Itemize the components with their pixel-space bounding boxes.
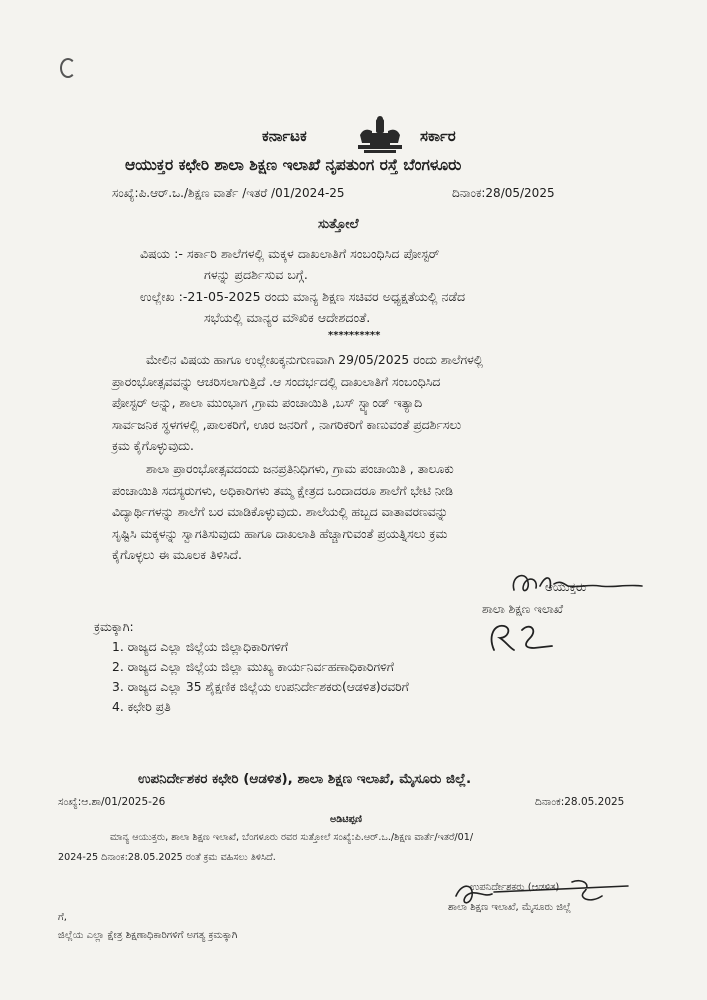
subject-line-1: ವಿಷಯ :- ಸರ್ಕಾರಿ ಶಾಲೆಗಳಲ್ಲಿ ಮಕ್ಕಳ ದಾಖಲಾತಿಗೆ ಸಂಬಂಧಿಸಿದ ಪೋಸ್ಟರ್ xyxy=(140,246,440,261)
reference-number: ಸಂಖ್ಯೆ:ಪಿ.ಆರ್.ಒ./ಶಿಕ್ಷಣ ವಾರ್ತೆ /ಇತರೆ /01/2024-25 xyxy=(112,186,345,200)
paragraph-line: ಮೇಲಿನ ವಿಷಯ ಹಾಗೂ ಉಲ್ಲೇಖಕ್ಕನುಗುಣವಾಗಿ 29/05/2025 ರಂದು ಶಾಲೆಗಳಲ್ಲಿ xyxy=(146,353,484,367)
recipient-label: ಗೆ, xyxy=(58,912,67,923)
paragraph-line: ಸೃಷ್ಟಿಸಿ ಮಕ್ಕಳನ್ನು ಸ್ವಾಗತಿಸುವುದು ಹಾಗೂ ದಾಖಲಾತಿ ಹೆಚ್ಚಾಗುವಂತೆ ಪ್ರಯತ್ನಿಸಲು ಕ್ರಮ xyxy=(112,526,448,541)
endorsement-signatory-title: ಉಪನಿರ್ದೇಶಕರು (ಆಡಳಿತ) xyxy=(470,882,560,893)
gov-left-label: ಕರ್ನಾಟಕ xyxy=(262,127,307,145)
signatory-title: ಆಯುಕ್ತರು xyxy=(545,580,587,594)
paragraph-line: ಪ್ರಾರಂಭೋತ್ಸವವನ್ನು ಆಚರಿಸಲಾಗುತ್ತಿದೆ .ಆ ಸಂದರ್ಭದಲ್ಲಿ ದಾಖಲಾತಿಗೆ ಸಂಬಂಧಿಸಿದ xyxy=(112,374,441,389)
paragraph-line: ಕೈಗೊಳ್ಳಲು ಈ ಮೂಲಕ ತಿಳಿಸಿದೆ. xyxy=(112,548,242,562)
action-list-item: 3. ರಾಜ್ಯದ ಎಲ್ಲಾ 35 ಶೈಕ್ಷಣಿಕ ಜಿಲ್ಲೆಯ ಉಪನಿರ್ದೇಶಕರು(ಆಡಳಿತ)ರವರಿಗೆ xyxy=(112,680,409,694)
gov-right-label: ಸರ್ಕಾರ xyxy=(420,127,456,145)
paragraph-line: ಶಾಲಾ ಪ್ರಾರಂಭೋತ್ಸವದಂದು ಜನಪ್ರತಿನಿಧಿಗಳು, ಗ್ರಾಮ ಪಂಚಾಯಿತಿ , ತಾಲೂಕು xyxy=(146,462,454,476)
action-list-item: 2. ರಾಜ್ಯದ ಎಲ್ಲಾ ಜಿಲ್ಲೆಯ ಜಿಲ್ಲಾ ಮುಖ್ಯ ಕಾರ್ಯನಿರ್ವಹಣಾಧಿಕಾರಿಗಳಿಗೆ xyxy=(112,660,394,674)
action-heading: ಕ್ರಮಕ್ಕಾಗಿ: xyxy=(94,620,134,634)
endorsement-text-line-2: 2024-25 ದಿನಾಂಕ:28.05.2025 ರಂತೆ ಕ್ರಮ ವಹಿಸಲು ತಿಳಿಸಿದೆ. xyxy=(58,852,276,863)
reference-line-2: ಸಭೆಯಲ್ಲಿ ಮಾನ್ಯರ ಮೌಖಿಕ ಆದೇಶದಂತೆ. xyxy=(204,310,371,325)
punch-hole-mark xyxy=(60,58,76,78)
endorsement-title: ಅಡಿಟಿಪ್ಪಣಿ xyxy=(330,814,362,825)
initials-mark xyxy=(486,620,560,654)
endorsement-signatory-department: ಶಾಲಾ ಶಿಕ್ಷಣ ಇಲಾಖೆ, ಮೈಸೂರು ಜಿಲ್ಲೆ xyxy=(448,902,571,913)
issue-date: ದಿನಾಂಕ:28/05/2025 xyxy=(452,186,555,200)
endorsement-office-heading: ಉಪನಿರ್ದೇಶಕರ ಕಛೇರಿ (ಆಡಳಿತ), ಶಾಲಾ ಶಿಕ್ಷಣ ಇಲಾಖೆ, ಮೈಸೂರು ಜಿಲ್ಲೆ. xyxy=(138,771,472,787)
paragraph-2 xyxy=(112,459,632,567)
paragraph-line: ಪಂಚಾಯಿತಿ ಸದಸ್ಯರುಗಳು, ಅಧಿಕಾರಿಗಳು ತಮ್ಮ ಕ್ಷೇತ್ರದ ಒಂದಾದರೂ ಶಾಲೆಗೆ ಭೇಟಿ ನೀಡಿ xyxy=(112,483,453,498)
endorsement-reference-number: ಸಂಖ್ಯೆ:ಆ.ಶಾ/01/2025-26 xyxy=(58,796,166,808)
paragraph-line: ಕ್ರಮ ಕೈಗೊಳ್ಳುವುದು. xyxy=(112,439,194,453)
paragraph-line: ವಿದ್ಯಾರ್ಥಿಗಳನ್ನು ಶಾಲೆಗೆ ಬರ ಮಾಡಿಕೊಳ್ಳುವುದು. ಶಾಲೆಯಲ್ಲಿ ಹಬ್ಬದ ವಾತಾವರಣವನ್ನು xyxy=(112,505,449,519)
action-list-item: 1. ರಾಜ್ಯದ ಎಲ್ಲಾ ಜಿಲ್ಲೆಯ ಜಿಲ್ಲಾಧಿಕಾರಿಗಳಿಗೆ xyxy=(112,640,288,654)
subject-line-2: ಗಳನ್ನು ಪ್ರದರ್ಶಿಸುವ ಬಗ್ಗೆ. xyxy=(204,267,308,282)
separator-stars: ********** xyxy=(328,330,381,341)
circular-title: ಸುತ್ತೋಲೆ xyxy=(318,217,359,232)
paragraph-line: ಸಾರ್ವಜನಿಕ ಸ್ಥಳಗಳಲ್ಲಿ ,ಪಾಲಕರಿಗೆ, ಊರ ಜನರಿಗೆ , ನಾಗರಿಕರಿಗೆ ಕಾಣುವಂತೆ ಪ್ರದರ್ಶಿಸಲು xyxy=(112,417,462,432)
endorsement-date: ದಿನಾಂಕ:28.05.2025 xyxy=(535,796,625,808)
signatory-department: ಶಾಲಾ ಶಿಕ್ಷಣ ಇಲಾಖೆ xyxy=(482,602,564,616)
recipient-text: ಜಿಲ್ಲೆಯ ಎಲ್ಲಾ ಕ್ಷೇತ್ರ ಶಿಕ್ಷಣಾಧಿಕಾರಿಗಳಿಗೆ ಅಗತ್ಯ ಕ್ರಮಕ್ಕಾಗಿ xyxy=(58,930,238,941)
reference-line-1: ಉಲ್ಲೇಖ :-21-05-2025 ರಂದು ಮಾನ್ಯ ಶಿಕ್ಷಣ ಸಚಿವರ ಅಧ್ಯಕ್ಷತೆಯಲ್ಲಿ ನಡೆದ xyxy=(140,289,466,304)
paragraph-line: ಪೋಸ್ಟರ್ ಅನ್ನು, ಶಾಲಾ ಮುಂಭಾಗ ,ಗ್ರಾಮ ಪಂಚಾಯಿತಿ ,ಬಸ್ ಸ್ಟ್ಯಾಂಡ್ ಇತ್ಯಾದಿ xyxy=(112,396,423,410)
paragraph-1 xyxy=(112,350,632,458)
endorsement-text-line-1: ಮಾನ್ಯ ಆಯುಕ್ತರು, ಶಾಲಾ ಶಿಕ್ಷಣ ಇಲಾಖೆ, ಬೆಂಗಳೂರು ರವರ ಸುತ್ತೋಲೆ ಸಂಖ್ಯೆ:ಪಿ.ಆರ್.ಒ./ಶಿಕ್ಷಣ ವಾರ್ತೆ/ಇತರೆ/01/ xyxy=(110,832,474,843)
action-list-item: 4. ಕಛೇರಿ ಪ್ರತಿ xyxy=(112,700,171,714)
state-emblem-icon xyxy=(350,115,410,155)
office-heading: ಆಯುಕ್ತರ ಕಛೇರಿ ಶಾಲಾ ಶಿಕ್ಷಣ ಇಲಾಖೆ ನೃಪತುಂಗ ರಸ್ತೆ ಬೆಂಗಳೂರು xyxy=(125,156,462,174)
